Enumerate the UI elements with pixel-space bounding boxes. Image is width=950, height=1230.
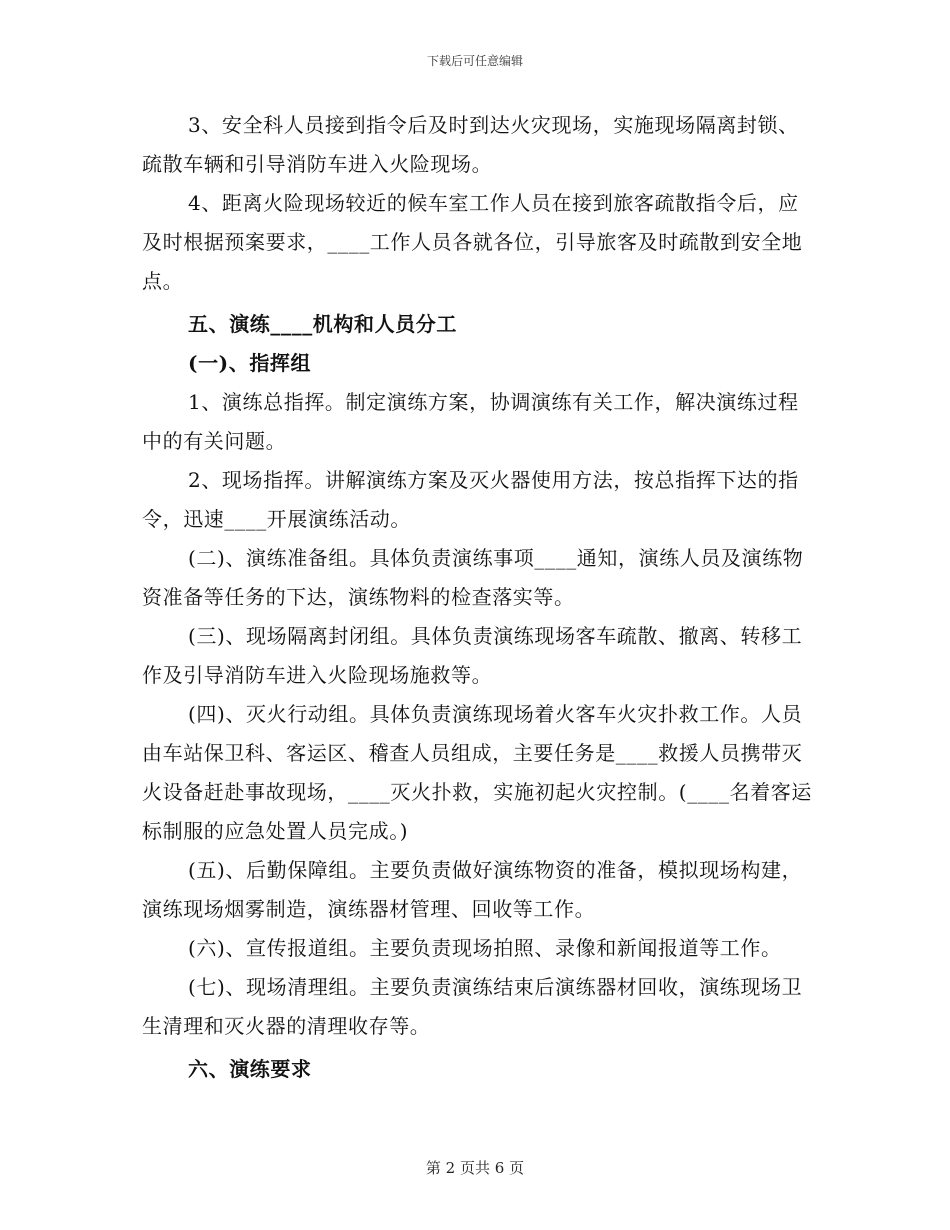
paragraph-safety-staff: 3、安全科人员接到指令后及时到达火灾现场，实施现场隔离封锁、疏散车辆和引导消防车进入火险现场。 (142, 113, 799, 176)
paragraph-publicity-group: (六)、宣传报道组。主要负责现场拍照、录像和新闻报道等工作。 (188, 936, 782, 960)
paragraph-site-commander: 2、现场指挥。讲解演练方案及灭火器使用方法，按总指挥下达的指令，迅速____开展演练活动。 (142, 468, 799, 531)
paragraph-firefighting-group: (四)、灭火行动组。具体负责演练现场着火客车火灾扑救工作。人员由车站保卫科、客运区、稽查人员组成，主要任务是____救援人员携带灭火设备赶赴事故现场，____灭火扑救，实施初起火灾控制。(____名着客运标制服的应急处置人员完成。) (142, 702, 813, 843)
subheading-command-group: (一)、指挥组 (188, 351, 312, 375)
paragraph-preparation-group: (二)、演练准备组。具体负责演练事项____通知，演练人员及演练物资准备等任务的下达，演练物料的检查落实等。 (142, 546, 804, 609)
paragraph-waiting-room-staff: 4、距离火险现场较近的候车室工作人员在接到旅客疏散指令后，应及时根据预案要求，____工作人员各就各位，引导旅客及时疏散到安全地点。 (142, 191, 803, 293)
section-heading-requirements: 六、演练要求 (188, 1057, 312, 1081)
page-footer: 第 2 页共 6 页 (425, 1159, 525, 1177)
paragraph-logistics-group: (五)、后勤保障组。主要负责做好演练物资的准备，模拟现场构建，演练现场烟雾制造，演练器材管理、回收等工作。 (142, 858, 803, 921)
section-heading-organization: 五、演练____机构和人员分工 (188, 312, 457, 336)
paragraph-isolation-group: (三)、现场隔离封闭组。具体负责演练现场客车疏散、撤离、转移工作及引导消防车进入火险现场施救等。 (142, 624, 803, 687)
page-header: 下载后可任意编辑 (426, 54, 523, 68)
paragraph-chief-commander: 1、演练总指挥。制定演练方案，协调演练有关工作，解决演练过程中的有关问题。 (142, 390, 799, 453)
document-body (142, 106, 814, 1089)
paragraph-cleanup-group: (七)、现场清理组。主要负责演练结束后演练器材回收，演练现场卫生清理和灭火器的清理收存等。 (142, 975, 803, 1038)
